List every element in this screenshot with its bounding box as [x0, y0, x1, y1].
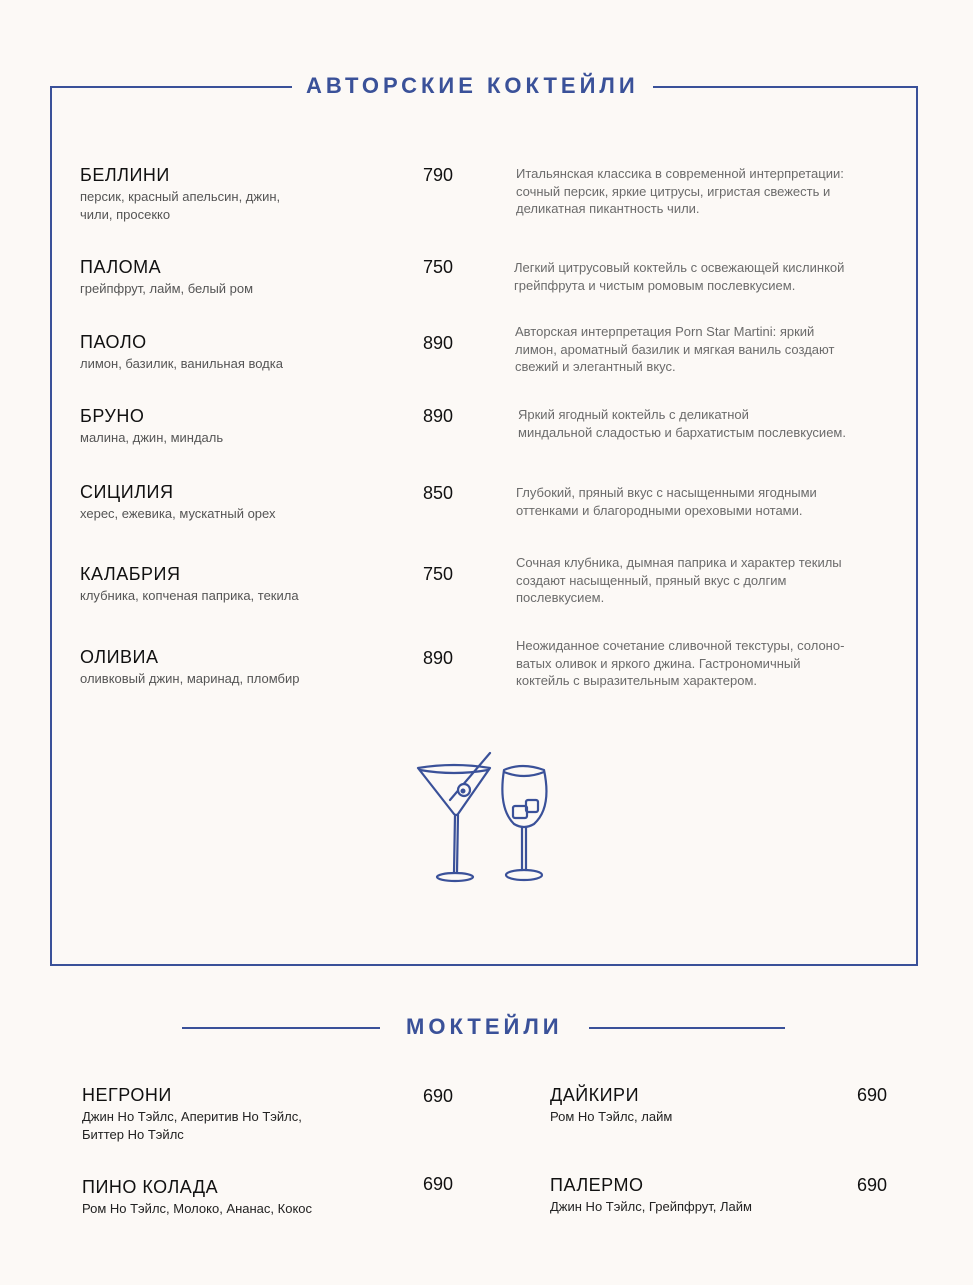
- menu-item-sicilia: [80, 482, 275, 523]
- item-ingredients: малина, джин, миндаль: [80, 430, 224, 445]
- item-price: 890: [423, 406, 454, 426]
- mocktail-palermo: [550, 1175, 752, 1216]
- menu-item-bruno: [80, 406, 223, 447]
- item-price: 750: [423, 257, 454, 277]
- item-description: Легкий цитрусовый коктейль с освежающей кислинкой грейпфрута и чистым ромовым послевкусием.: [514, 260, 845, 293]
- item-name: ПАЛОМА: [80, 257, 162, 277]
- cocktail-glasses-icon: [412, 748, 562, 888]
- item-name: СИЦИЛИЯ: [80, 482, 174, 502]
- item-description: Итальянская классика в современной интерпретации: сочный персик, яркие цитрусы, игристая свежесть и деликатная пикантность чили.: [516, 166, 844, 216]
- item-description: Авторская интерпретация Porn Star Martini: яркий лимон, ароматный базилик и мягкая ваниль создают свежий и элегантный вкус.: [515, 324, 835, 374]
- item-ingredients: Ром Но Тэйлс, Молоко, Ананас, Кокос: [82, 1201, 313, 1216]
- item-price: 890: [423, 648, 454, 668]
- item-name: ПИНО КОЛАДА: [82, 1177, 219, 1197]
- item-name: БРУНО: [80, 406, 145, 426]
- item-price: 850: [423, 483, 454, 503]
- item-description: Яркий ягодный коктейль с деликатной миндальной сладостью и бархатистым послевкусием.: [518, 407, 846, 440]
- divider-right: [589, 1027, 785, 1029]
- item-ingredients: оливковый джин, маринад, пломбир: [80, 671, 300, 686]
- item-name: ПАОЛО: [80, 332, 147, 352]
- item-name: БЕЛЛИНИ: [80, 165, 170, 185]
- menu-item-paolo: [80, 332, 283, 373]
- item-price: 690: [857, 1175, 888, 1195]
- divider-left: [182, 1027, 380, 1029]
- item-name: КАЛАБРИЯ: [80, 564, 181, 584]
- menu-item-paloma: [80, 257, 253, 298]
- mocktail-pina-colada: [82, 1177, 312, 1218]
- item-description: Глубокий, пряный вкус с насыщенными ягодными оттенками и благородными ореховыми нотами.: [516, 485, 817, 518]
- menu-item-calabria: [80, 564, 299, 605]
- item-name: НЕГРОНИ: [82, 1085, 172, 1105]
- item-ingredients: Джин Но Тэйлс, Грейпфрут, Лайм: [550, 1199, 752, 1214]
- item-ingredients: клубника, копченая паприка, текила: [80, 588, 299, 603]
- item-description: Сочная клубника, дымная паприка и характер текилы создают насыщенный, пряный вкус с долгим послевкусием.: [516, 555, 842, 605]
- item-price: 690: [423, 1174, 454, 1194]
- item-ingredients: грейпфрут, лайм, белый ром: [80, 281, 254, 296]
- item-ingredients: Ром Но Тэйлс, лайм: [550, 1109, 673, 1124]
- item-price: 690: [423, 1086, 454, 1106]
- item-price: 890: [423, 333, 454, 353]
- mocktail-negroni: [82, 1085, 302, 1144]
- item-price: 750: [423, 564, 454, 584]
- item-ingredients: херес, ежевика, мускатный орех: [80, 506, 276, 521]
- mocktail-daiquiri: [550, 1085, 672, 1126]
- item-ingredients: Джин Но Тэйлс, Аперитив Но Тэйлс, Биттер Но Тэйлс: [82, 1109, 302, 1142]
- item-name: ДАЙКИРИ: [550, 1085, 639, 1105]
- item-name: ОЛИВИА: [80, 647, 159, 667]
- signature-section-title: АВТОРСКИЕ КОКТЕЙЛИ: [292, 73, 653, 99]
- menu-item-olivia: [80, 647, 299, 688]
- item-price: 790: [423, 165, 454, 185]
- menu-item-bellini: [80, 165, 280, 224]
- item-price: 690: [857, 1085, 888, 1105]
- item-name: ПАЛЕРМО: [550, 1175, 644, 1195]
- item-ingredients: лимон, базилик, ванильная водка: [80, 356, 283, 371]
- item-ingredients: персик, красный апельсин, джин, чили, просекко: [80, 189, 281, 222]
- item-description: Неожиданное сочетание сливочной текстуры, солоно- ватых оливок и яркого джина. Гастрономичный коктейль с выразительным характером.: [516, 638, 845, 688]
- mocktails-section-title: МОКТЕЙЛИ: [406, 1014, 563, 1039]
